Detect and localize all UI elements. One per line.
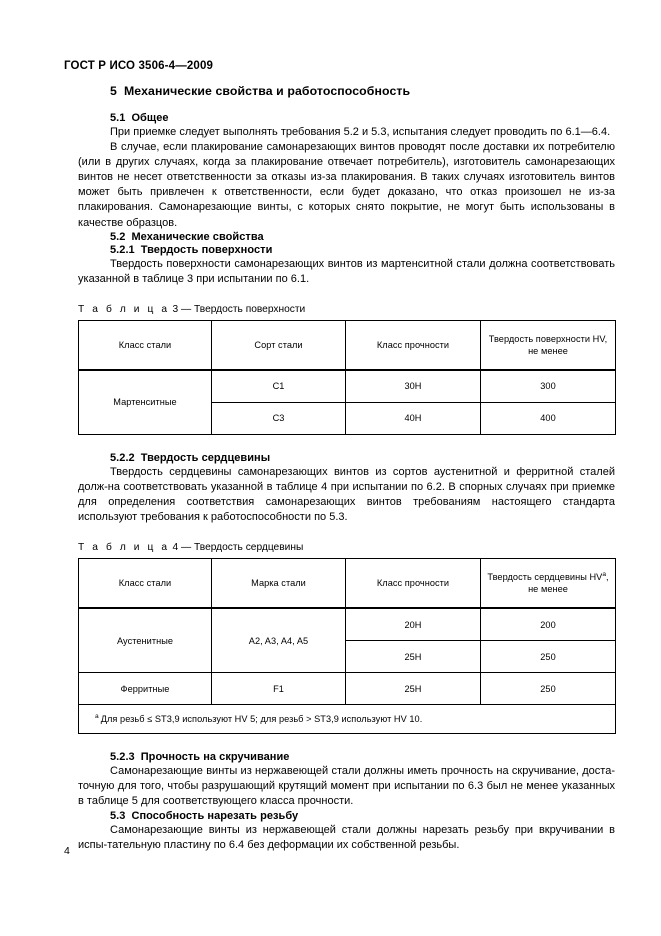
clause-5-1-title: Общее — [131, 112, 169, 124]
table-3-cell-grade-1: C3 — [212, 402, 346, 434]
spacer-after-table-3 — [78, 435, 615, 452]
table-4-header-footnote-marker: a — [602, 571, 607, 579]
clause-5-1-number: 5.1 — [110, 112, 126, 124]
clause-5-2-title: Механические свойства — [131, 230, 264, 243]
table-3-header-steel-grade: Сорт стали — [212, 320, 346, 370]
table-4-header-strength-class: Класс прочности — [346, 559, 481, 609]
clause-5-2-3-title: Прочность на скручивание — [140, 751, 290, 764]
clause-5-2-3-heading — [78, 751, 615, 763]
clause-5-3-title: Способность нарезать резьбу — [131, 809, 299, 822]
clause-5-2-heading — [78, 231, 615, 243]
clause-5-2-2-para-1: Твердость сердцевины самонарезающих винтов из сортов аустенитной и ферритной сталей долж-на соответствовать указанной в таблице 4 при испытании по 6.2. В спорных случаях при приемке для определения соответствия самонарезающих винтов требованиям настоящего стандарта используют требования к работоспособности по 5.3. — [78, 465, 615, 524]
spacer-after-table-4 — [78, 734, 615, 751]
table-4-header-core-hardness-post: , — [606, 572, 609, 583]
table-3-cell-strength-0: 30H — [346, 370, 481, 403]
table-3-header-surface-hardness — [481, 320, 616, 370]
table-4-cell-steel-class-austenitic: Аустенитные — [79, 608, 212, 673]
table-4-header-steel-class: Класс стали — [79, 559, 212, 609]
spacer-before-table-4 — [78, 525, 615, 542]
table-3-caption-word: Т а б л и ц а — [78, 303, 170, 315]
table-3-header-row — [79, 320, 616, 370]
table-4-cell-hardness-0: 200 — [481, 608, 616, 641]
clause-5-1-para-1: При приемке следует выполнять требования 5.2 и 5.3, испытания следует проводить по 6.1—6.4. — [110, 126, 611, 138]
table-3-header-steel-class: Класс стали — [79, 320, 212, 370]
clause-5-2-3-number: 5.2.3 — [110, 751, 135, 764]
page-content — [78, 84, 615, 853]
clause-5-2-2-number: 5.2.2 — [110, 451, 135, 464]
table-4-header-row — [79, 559, 616, 609]
table-4-cell-strength-1: 25H — [346, 641, 481, 673]
clause-5-2-1-number: 5.2.1 — [110, 243, 135, 256]
clause-5-3-number: 5.3 — [110, 809, 126, 822]
table-4-cell-strength-2: 25H — [346, 673, 481, 705]
clause-5-2-1-title: Твердость поверхности — [140, 243, 273, 256]
table-4-cell-hardness-1: 250 — [481, 641, 616, 673]
table-4-caption-word: Т а б л и ц а — [78, 542, 170, 554]
page-number: 4 — [64, 845, 70, 857]
table-3-cell-grade-0: C1 — [212, 370, 346, 403]
table-4-footnote-text: Для резьб ≤ ST3,9 используют HV 5; для резьб > ST3,9 используют HV 10. — [100, 714, 423, 725]
table-row — [79, 673, 616, 705]
table-4-caption — [78, 542, 615, 553]
clause-5-2-number: 5.2 — [110, 230, 126, 243]
table-4-header-core-hardness — [481, 559, 616, 609]
clause-5-title: Механические свойства и работоспособность — [123, 84, 411, 98]
table-3-cell-steel-class: Мартенситные — [79, 370, 212, 435]
clause-5-3-heading — [78, 810, 615, 822]
table-4-footnote-mark: a — [95, 713, 99, 721]
table-4-cell-grades-austenitic: A2, A3, A4, A5 — [212, 608, 346, 673]
clause-5-2-2-heading — [78, 452, 615, 464]
table-row — [79, 370, 616, 403]
clause-5-1-para-2: В случае, если плакирование самонарезающих винтов проводят после доставки их потребителю (или в других случаях, когда за плакирование отвечает потребитель), изготовитель самонарезающих винтов не несет ответственности за отказы из-за плакирования. В таких случаях изготовитель винтов может быть привлечен к ответственности, если будет доказано, что отказ произошел не из-за плакирования. Самонарезающие винты, с которых снято покрытие, не могут быть использованы в качестве образцов. — [78, 141, 615, 229]
table-4-cell-strength-0: 20H — [346, 608, 481, 641]
clause-5-heading — [78, 84, 615, 98]
table-3-header-surface-hardness-line2: не менее — [528, 345, 568, 356]
table-3-caption-rest: 3 — Твердость поверхности — [172, 303, 306, 315]
table-4-caption-rest: 4 — Твердость сердцевины — [172, 542, 304, 554]
table-4-footnote — [79, 705, 616, 734]
clause-5-2-1-heading — [78, 244, 615, 256]
clause-5-2-3-para-1: Самонарезающие винты из нержавеющей стали должны иметь прочность на скручивание, доста-точную для того, чтобы разрушающий крутящий момент при испытании по 6.3 был не менее указанных в таблице 5 для соответствующего класса прочности. — [78, 765, 615, 808]
table-4-cell-grades-ferritic: F1 — [212, 673, 346, 705]
clause-5-2-1-para-1: Твердость поверхности самонарезающих винтов из мартенситной стали должна соответствовать указанной в таблице 3 при испытании по 6.1. — [78, 257, 615, 285]
table-4-header-core-hardness-pre: Твердость сердцевины HV — [487, 572, 603, 583]
table-row — [79, 608, 616, 641]
table-3-cell-hardness-0: 300 — [481, 370, 616, 403]
clause-5-1-heading — [78, 112, 615, 124]
clause-5-number: 5 — [110, 84, 117, 98]
table-4-footnote-row — [79, 705, 616, 734]
table-3-header-strength-class: Класс прочности — [346, 320, 481, 370]
table-3-caption — [78, 304, 615, 315]
table-4-cell-steel-class-ferritic: Ферритные — [79, 673, 212, 705]
table-3-header-surface-hardness-line1: Твердость поверхности HV, — [488, 333, 608, 344]
table-3 — [78, 320, 616, 435]
document-header: ГОСТ Р ИСО 3506-4—2009 — [64, 60, 214, 72]
table-4-header-steel-mark: Марка стали — [212, 559, 346, 609]
clause-5-2-2-title: Твердость сердцевины — [140, 451, 271, 464]
table-3-cell-hardness-1: 400 — [481, 402, 616, 434]
table-4-header-core-hardness-line2: не менее — [528, 584, 568, 595]
table-3-cell-strength-1: 40H — [346, 402, 481, 434]
spacer-before-table-3 — [78, 287, 615, 304]
table-4-cell-hardness-2: 250 — [481, 673, 616, 705]
table-4 — [78, 558, 616, 734]
clause-5-3-para-1: Самонарезающие винты из нержавеющей стали должны нарезать резьбу при вкручивании в испы-тательную пластину по 6.4 без деформации их собственной резьбы. — [78, 823, 615, 851]
